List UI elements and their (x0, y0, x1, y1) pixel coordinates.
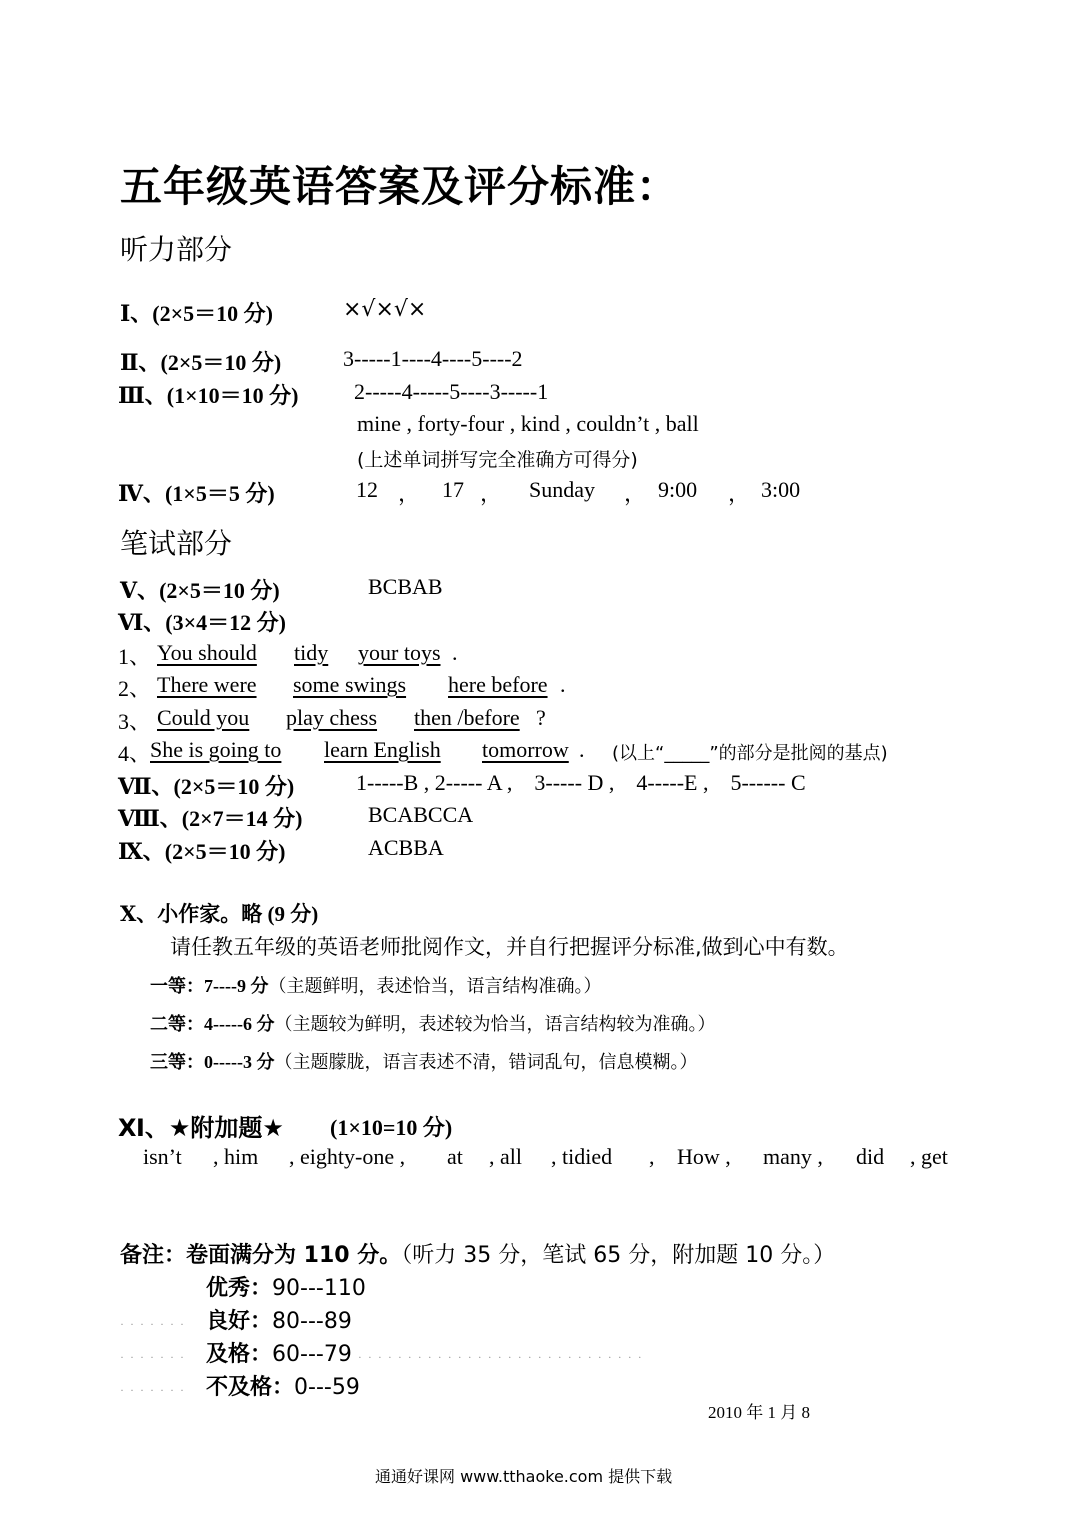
q11-score: (1×10=10 分) (330, 1115, 453, 1140)
q3-note: (上述单词拼写完全准确方可得分) (357, 449, 638, 471)
level-range: 0---59 (294, 1375, 360, 1400)
q6-answer-b: learn English (324, 737, 441, 762)
grade-level: 三等：0-----3 分 (150, 1052, 275, 1072)
q5-answer: BCBAB (368, 574, 443, 599)
grade-row (150, 972, 601, 998)
q4-answer-3: Sunday (529, 477, 595, 502)
q1-label: Ⅰ、(2×5＝10 分) (120, 301, 273, 326)
q4-sep-1: ， (398, 481, 421, 506)
grade-level: 二等：4-----6 分 (150, 1014, 275, 1034)
footer-source: 通通好课网 www.tthaoke.com 提供下载 (375, 1467, 673, 1486)
q4-sep-3: ， (624, 481, 647, 506)
level-name: 不及格： (206, 1375, 295, 1400)
leader-dots: ······· (120, 1383, 190, 1397)
grade-desc: （主题鲜明，表述恰当，语言结构准确。） (268, 976, 602, 997)
q11-answer: , all (489, 1144, 522, 1169)
q7-answer: 1-----B , 2----- A , 3----- D , 4-----E , 5------ C (356, 770, 806, 795)
leader-dots: ······· (120, 1350, 190, 1364)
q6-end: . (560, 672, 566, 697)
page-title: 五年级英语答案及评分标准： (120, 162, 680, 211)
leader-dots: ······· (120, 1317, 190, 1331)
grade-level: 一等：7----9 分 (150, 976, 269, 996)
q6-item-number: 1、 (118, 644, 152, 669)
level-row (120, 1304, 352, 1335)
q2-answer: 3-----1----4----5----2 (343, 346, 523, 371)
q6-end: ? (536, 705, 546, 730)
level-row (120, 1337, 648, 1368)
q6-answer-c: tomorrow (482, 737, 569, 762)
leader-dots: ····························· (357, 1350, 648, 1364)
q3-label: Ⅲ、(1×10＝10 分) (118, 383, 299, 408)
remarks-label: 备注：卷面满分为 110 分。 (120, 1243, 402, 1268)
q4-answer-5: 3:00 (761, 477, 801, 502)
q6-end: . (452, 640, 458, 665)
q6-answer-c: here before (448, 672, 548, 697)
q7-label: Ⅶ、(2×5＝10 分) (118, 774, 295, 799)
grade-desc: （主题朦胧，语言表述不清，错词乱句，信息模糊。） (274, 1052, 698, 1073)
q11-answer: , eighty-one , (289, 1144, 406, 1169)
q3-answer: 2-----4-----5----3-----1 (354, 379, 549, 404)
q9-label: Ⅸ、(2×5＝10 分) (118, 839, 286, 864)
q6-answer-a: There were (157, 672, 257, 697)
level-row (120, 1370, 360, 1401)
q10-label: Ⅹ、小作家。略 (9 分) (120, 902, 319, 926)
q6-answer-b: play chess (286, 705, 378, 730)
grade-row (150, 1010, 715, 1036)
q11-answer: did (856, 1144, 885, 1169)
q6-end: . (579, 737, 585, 762)
q11-answer: , tidied (551, 1144, 613, 1169)
remarks (120, 1238, 835, 1269)
q11-answer: many , (763, 1144, 823, 1169)
q6-answer-c: then /before (414, 705, 520, 730)
remarks-detail: （听力 35 分，笔试 65 分，附加题 10 分。） (401, 1243, 836, 1268)
q11-label: Ⅺ、★附加题★ (118, 1114, 284, 1142)
q4-answer-1: 12 (356, 477, 378, 502)
level-name: 良好： (206, 1309, 273, 1334)
level-name: 优秀： (206, 1276, 273, 1301)
q1-answer: ×√×√× (343, 297, 427, 322)
writing-heading: 笔试部分 (120, 527, 233, 560)
q6-answer-a: Could you (157, 705, 250, 730)
q6-answer-a: You should (157, 640, 257, 665)
q5-label: Ⅴ、(2×5＝10 分) (120, 578, 280, 603)
grade-desc: （主题较为鲜明，表述较为恰当，语言结构较为准确。） (274, 1014, 716, 1035)
q6-answer-a: She is going to (150, 737, 282, 762)
q4-sep-4: ， (728, 481, 751, 506)
level-name: 及格： (206, 1342, 273, 1367)
q4-label: Ⅳ、(1×5＝5 分) (118, 481, 275, 506)
level-row (120, 1271, 366, 1302)
q6-note: (以上“_____”的部分是批阅的基点) (612, 743, 888, 764)
q2-label: Ⅱ、(2×5＝10 分) (120, 350, 282, 375)
listening-heading: 听力部分 (120, 233, 233, 266)
q6-item-number: 3、 (118, 709, 152, 734)
q6-answer-b: some swings (293, 672, 407, 697)
q4-sep-2: ， (480, 481, 503, 506)
level-range: 90---110 (272, 1276, 366, 1301)
q9-answer: ACBBA (368, 835, 444, 860)
level-range: 80---89 (272, 1309, 352, 1334)
q10-instruction: 请任教五年级的英语老师批阅作文，并自行把握评分标准,做到心中有数。 (170, 935, 849, 959)
q11-answer: , him (213, 1144, 259, 1169)
grade-row (150, 1048, 697, 1074)
q6-answer-b: tidy (294, 640, 329, 665)
level-range: 60---79 (272, 1342, 352, 1367)
q3-words: mine , forty-four , kind , couldn’t , ball (357, 411, 699, 436)
q11-answer: isn’t (143, 1144, 182, 1169)
q6-item-number: 4、 (118, 741, 152, 766)
q4-answer-2: 17 (442, 477, 464, 502)
q6-answer-c: your toys (358, 640, 441, 665)
q8-label: Ⅷ、(2×7＝14 分) (118, 806, 303, 831)
q6-label: Ⅵ、(3×4＝12 分) (118, 610, 286, 635)
q6-item-number: 2、 (118, 676, 152, 701)
q8-answer: BCABCCA (368, 802, 474, 827)
document-date: 2010 年 1 月 8 (708, 1403, 810, 1422)
q11-answer: How , (677, 1144, 731, 1169)
q4-answer-4: 9:00 (658, 477, 698, 502)
q11-answer: , (649, 1144, 655, 1169)
q11-answer: , get (910, 1144, 948, 1169)
q11-answer: at (447, 1144, 463, 1169)
